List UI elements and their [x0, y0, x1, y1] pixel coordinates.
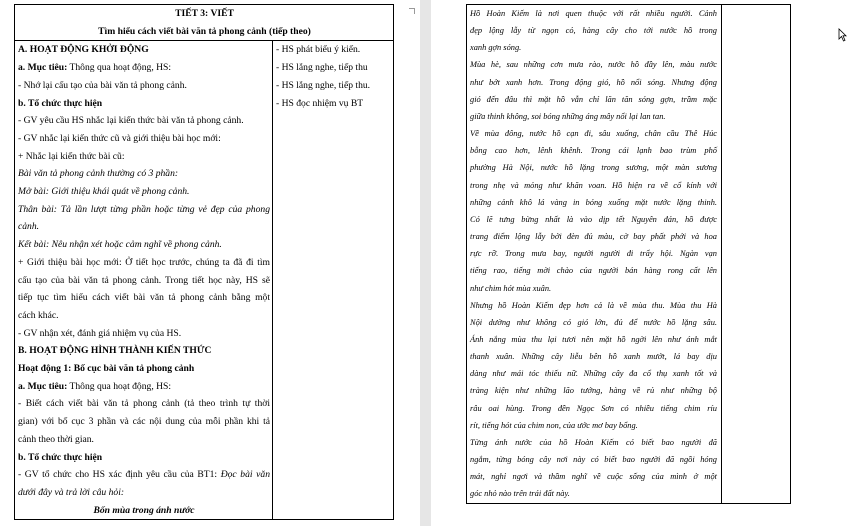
teacher-line: B. HOẠT ĐỘNG HÌNH THÀNH KIẾN THỨC — [18, 345, 212, 357]
teacher-line: Hoạt động 1: Bố cục bài văn tả phong cảnh — [18, 363, 195, 375]
student-line: - HS đọc nhiệm vụ BT — [276, 97, 364, 109]
reading-line: dàng như mái tóc thiếu nữ. Những cây đa cổ thụ xanh tốt và — [470, 369, 717, 379]
reading-side-column — [722, 5, 791, 504]
right-page — [431, 0, 849, 526]
reading-line: giữa thinh không, soi bóng những áng mây nổi lại lan tan. — [470, 111, 666, 121]
teacher-line: b. Tổ chức thực hiện — [18, 97, 103, 109]
cursor-icon — [838, 28, 847, 42]
reading-line: Từng ánh nước của hồ Hoàn Kiếm có biết bao người đã — [470, 437, 717, 447]
teacher-activity-column — [15, 41, 273, 520]
reading-line: Về mùa đông, nước hồ cạn đi, sâu xuống, chân cầu Thê Húc — [470, 129, 717, 139]
line-italic-tail: Đọc bài văn — [220, 469, 270, 481]
teacher-line: a. Mục tiêu: Thông qua hoạt động, HS: — [18, 62, 172, 74]
teacher-line: A. HOẠT ĐỘNG KHỞI ĐỘNG — [18, 44, 149, 56]
lesson-plan-table — [14, 4, 394, 520]
reading-table — [466, 4, 791, 504]
reading-line: như bớt xanh hơn. Trong động gió, hồ nổi sóng. Nhưng động — [470, 77, 717, 87]
left-page — [0, 0, 420, 526]
corner-mark — [409, 8, 415, 14]
reading-line: rực rỡ. Trong mưa bay, người người đi trẩy hội. Ngàn vạn — [470, 249, 717, 259]
lesson-title: TIẾT 3: VIẾT — [175, 8, 234, 19]
teacher-line: cảnh theo thời gian. — [18, 433, 94, 445]
reading-line: góc nhỏ nào trên trái đất này. — [470, 489, 570, 499]
teacher-line: Mở bài: Giới thiệu khái quát về phong cảnh. — [18, 186, 190, 198]
reading-line: đẹp lộng lẫy từ ngọn cỏ, hàng cây cho tới nước hồ trong — [470, 26, 717, 36]
reading-line: ngắm, từng bóng cây nơi này có biết bao người đã ngồi hóng — [470, 455, 717, 465]
reading-line: phường Hà Nội, nước hồ lặng trong sương, một màn sương — [470, 163, 717, 173]
reading-line: râu oai hùng. Trong đền Ngọc Sơn có nhiều tiếng chim ríu — [470, 403, 717, 413]
teacher-line: cách khác. — [18, 309, 59, 321]
reading-line: Nhưng hồ Hoàn Kiếm đẹp hơn cả là về mùa thu. Mùa thu Hà — [470, 300, 717, 310]
teacher-line: - GV tổ chức cho HS xác định yêu cầu của BT1: Đọc bài văn — [18, 469, 270, 481]
teacher-line: - GV nhắc lại kiến thức cũ và giới thiệu bài học mới: — [18, 132, 221, 144]
reading-line: mát, nghỉ ngơi và thầm nghĩ về cuộc sống của mình ở một — [470, 472, 717, 482]
teacher-line: - Nhớ lại cấu tạo của bài văn tả phong cảnh. — [18, 79, 187, 91]
teacher-line: - GV nhận xét, đánh giá nhiệm vụ của HS. — [18, 327, 182, 339]
student-activity-column — [273, 41, 394, 520]
teacher-line: a. Mục tiêu: Thông qua hoạt động, HS: — [18, 380, 172, 392]
teacher-line: Kết bài: Nêu nhận xét hoặc cảm nghĩ về phong cảnh. — [18, 239, 222, 251]
reading-text-column — [467, 5, 722, 504]
teacher-line: dưới đây và trả lời câu hỏi: — [18, 486, 125, 498]
teacher-line: Bài văn tả phong cảnh thường có 3 phần: — [18, 168, 179, 180]
reading-line: rít, tiếng hót của chim non, của ước mơ bay bổng. — [470, 420, 638, 430]
teacher-line: - Biết cách viết bài văn tả phong cảnh (tả theo trình tự thời — [18, 398, 270, 410]
reading-line: trang điểm lộng lẫy bởi đèn đủ màu, cờ bay phất phới và hoa — [470, 232, 717, 242]
reading-line: những cảnh khô lá vàng in bóng xuống mặt nước lặng thinh. — [470, 197, 717, 207]
student-line: - HS lắng nghe, tiếp thu — [276, 62, 368, 74]
line-bold-prefix: a. Mục tiêu: — [18, 62, 68, 74]
reading-line: tràng kiện như những lão tướng, hàng về rủ như những bộ — [470, 386, 717, 396]
teacher-line: b. Tổ chức thực hiện — [18, 451, 103, 463]
line-bold-prefix: a. Mục tiêu: — [18, 380, 68, 392]
reading-line: bỗng cao hơn, lênh khênh. Trong cái lạnh bao trùm phố — [470, 146, 717, 156]
reading-line: xanh gợn sóng. — [470, 43, 522, 53]
teacher-line: tiếp tục tìm hiểu cách viết bài văn tả phong cảnh bằng một — [18, 292, 270, 304]
student-line: - HS phát biểu ý kiến. — [276, 44, 361, 56]
reading-line: Nội dường như không có gió lớn, đủ để nước hồ lặng sâu. — [470, 317, 717, 327]
teacher-line: - GV yêu cầu HS nhắc lại kiến thức bài văn tả phong cảnh. — [18, 115, 244, 127]
teacher-line: + Nhắc lại kiến thức bài cũ: — [18, 150, 125, 162]
reading-line: Hồ Hoàn Kiếm là nơi quen thuộc với rất nhiều người. Cảnh — [470, 9, 717, 18]
reading-line: gió đến đâu thì mặt hồ vẫn chỉ lăn tăn sóng gợn, trầm mặc — [470, 94, 717, 104]
teacher-line: Thân bài: Tả lần lượt từng phần hoặc từng vẻ đẹp của phong — [18, 203, 270, 215]
teacher-line: Bốn mùa trong ánh nước — [93, 504, 195, 516]
teacher-line: cảnh. — [18, 221, 40, 233]
teacher-line: gian) với bố cục 3 phần và các nội dung của mỗi phần khi tả — [18, 416, 270, 428]
teacher-line: cấu tạo của bài văn tả phong cảnh. Trong tiết học này, HS sẽ — [18, 274, 270, 286]
student-line: - HS lắng nghe, tiếp thu. — [276, 79, 371, 91]
reading-line: Ánh nắng mùa thu lại tươi nên mặt hồ ngời lên như ánh mắt — [470, 334, 717, 344]
reading-line: thanh xuân. Những cây liễu bên hồ xanh mướt, lá bay dịu — [470, 352, 717, 362]
reading-line: như chim hót mùa xuân. — [470, 283, 552, 293]
reading-line: trong nhẹ và mỏng như khăn voan. Hồ hiện ra về cổ kính với — [470, 180, 717, 190]
reading-line: Có lẽ tưng bừng nhất là vào dịp tết Nguyên đán, hồ được — [470, 214, 717, 224]
reading-line: Mùa hè, sau những cơn mưa rào, nước hồ đầy lên, màu nước — [470, 60, 717, 70]
title-cell — [15, 5, 394, 41]
page-gutter — [420, 0, 431, 526]
lesson-subtitle: Tìm hiểu cách viết bài văn tả phong cảnh (tiếp theo) — [98, 25, 311, 37]
reading-line: tiếng rao, tiếng mời chào của người bán hàng rong cất lên — [470, 266, 717, 276]
teacher-line: + Giới thiệu bài học mới: Ở tiết học trước, chúng ta đã đi tìm — [18, 256, 270, 268]
